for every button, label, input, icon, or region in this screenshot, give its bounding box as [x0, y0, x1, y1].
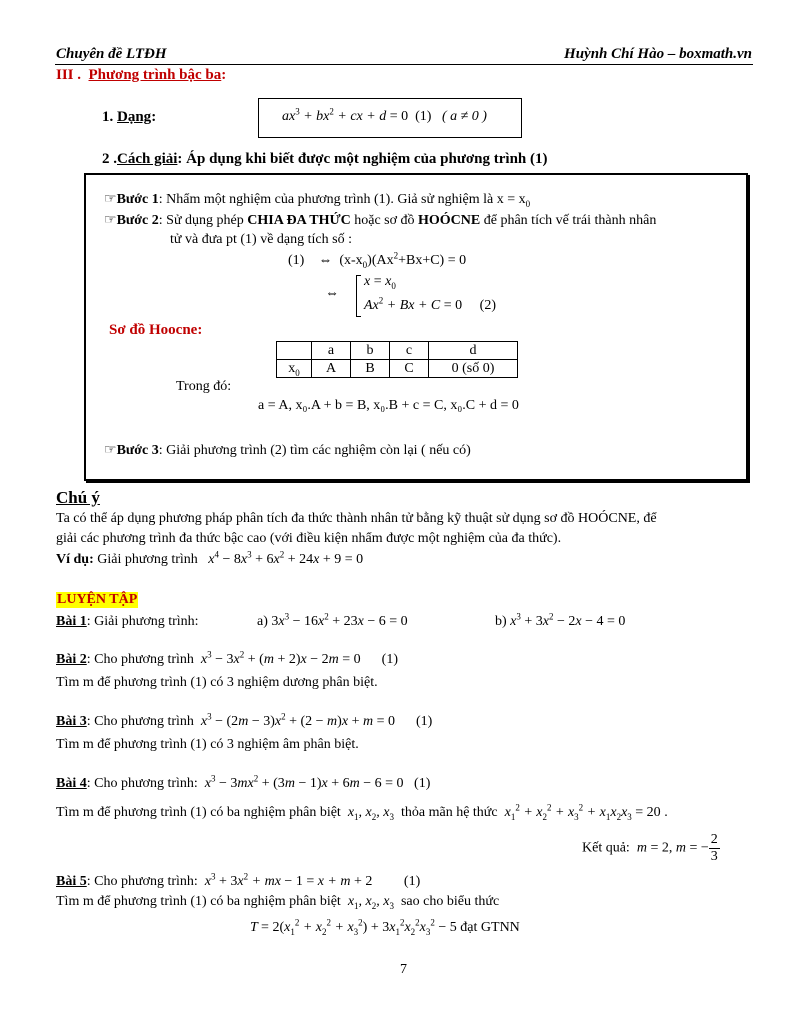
exercise-2: Bài 2: Cho phương trình $x^3 - 3x^2 + (m + 2)x - 2m = 0$ (1) — [56, 649, 398, 667]
exercise-4-line2: Tìm m để phương trình (1) có ba nghiệm phân biệt $x_1$, $x_2$, $x_3$ thỏa mãn hệ thức $x_1^2 + x_2^2 + x_3^2 + x_1x_2x_3 = 20$ . — [56, 802, 668, 822]
header-rule — [55, 64, 753, 65]
section-title: Phương trình bậc ba — [88, 67, 222, 83]
step2-line2: tử và đưa pt (1) về dạng tích số : — [170, 232, 352, 247]
step1: ☞Bước 1: Nhẩm một nghiệm của phương trình (1). Giả sử nghiệm là $x = x_0$ — [104, 192, 531, 209]
where-label: Trong đó: — [176, 379, 232, 394]
table-row: a b c d — [277, 342, 518, 360]
exercise-3: Bài 3: Cho phương trình $x^3 - (2m - 3)x^2 + (2 - m)x + m = 0$ (1) — [56, 711, 433, 729]
section-heading: III . Phương trình bậc ba: — [56, 67, 227, 83]
hoocne-table — [276, 341, 518, 378]
exercise-5-line3: $T = 2(x_1^2 + x_2^2 + x_3^2) + 3x_1^2x_2^2x_3^2 - 5$ đạt GTNN — [250, 917, 520, 937]
form-label: 1. Dạng: — [102, 109, 157, 125]
pointing-hand-icon: ☞ — [104, 213, 117, 228]
exercise-4-result: Kết quả: m = 2, m = − $\frac{2}{3}$ — [582, 832, 718, 864]
table-row: $x_0$ A B C 0 (số 0) — [277, 360, 518, 378]
system-eq-1: $x = x_0$ — [364, 274, 396, 291]
note-line-1: Ta có thể áp dụng phương pháp phân tích đa thức thành nhân tử bằng kỹ thuật sử dụng sơ đồ HOÓCNE, để — [56, 511, 657, 526]
note-line-2: giải các phương trình đa thức bậc cao (với điều kiện nhẩm được một nghiệm của đa thức). — [56, 531, 562, 546]
practice-title: LUYỆN TẬP — [57, 592, 138, 607]
system-eq-2: $Ax^2 + Bx + C = 0$ (2) — [364, 295, 496, 313]
pointing-hand-icon: ☞ — [104, 443, 117, 458]
header-left: Chuyên đề LTĐH — [56, 46, 167, 62]
step3: ☞Bước 3: Giải phương trình (2) tìm các nghiệm còn lại ( nếu có) — [104, 443, 471, 458]
header-right: Huỳnh Chí Hào – boxmath.vn — [564, 46, 752, 62]
hoocne-title: Sơ đồ Hoocne: — [109, 322, 203, 338]
method-heading: 2 .Cách giải: Áp dụng khi biết được một nghiệm của phương trình (1) — [102, 151, 548, 167]
note-example: Ví dụ: Giải phương trình $x^4 - 8x^3 + 6x^2 + 24x + 9 = 0$ — [56, 549, 364, 567]
form-equation: $ax^3 + bx^2$ + cx + d = 0 (1) ( a ≠ 0 ) — [282, 106, 487, 124]
exercise-5: Bài 5: Cho phương trình: $x^3 + 3x^2$ + mx − 1 = x + m + 2 (1) — [56, 871, 421, 889]
equiv-symbol-2: ⇔ — [325, 286, 339, 301]
exercise-5-line2: Tìm m để phương trình (1) có ba nghiệm phân biệt $x_1$, $x_2$, $x_3$ sao cho biểu thức — [56, 894, 500, 911]
equiv-line-1: (1) ⇔ $(x-x_0)(Ax^2+Bx+C) = 0$ — [288, 250, 467, 270]
step2: ☞Bước 2: Sử dụng phép CHIA ĐA THỨC hoặc sơ đồ HOÓCNE để phân tích vế trái thành nhân — [104, 213, 657, 228]
pointing-hand-icon: ☞ — [104, 192, 117, 207]
exercise-2-line2: Tìm m để phương trình (1) có 3 nghiệm dương phân biệt. — [56, 675, 378, 690]
section-number: III . — [56, 67, 82, 83]
where-equation: a = A, x₀.A + b = B, x₀.B + c = C, x₀.C + d = 0 — [258, 398, 519, 413]
system-bracket — [356, 275, 361, 317]
exercise-1: Bài 1: Giải phương trình: — [56, 614, 199, 629]
exercise-1b: b) $x^3 + 3x^2 - 2x - 4 = 0$ — [495, 611, 626, 629]
exercise-3-line2: Tìm m để phương trình (1) có 3 nghiệm âm phân biệt. — [56, 737, 359, 752]
note-title: Chú ý — [56, 488, 100, 507]
page-number: 7 — [400, 962, 407, 977]
exercise-1a: a) $3x^3 - 16x^2 + 23x - 6 = 0$ — [257, 611, 408, 629]
exercise-4: Bài 4: Cho phương trình: $x^3 - 3mx^2 + (3m - 1)x + 6m - 6 = 0$ (1) — [56, 773, 431, 791]
